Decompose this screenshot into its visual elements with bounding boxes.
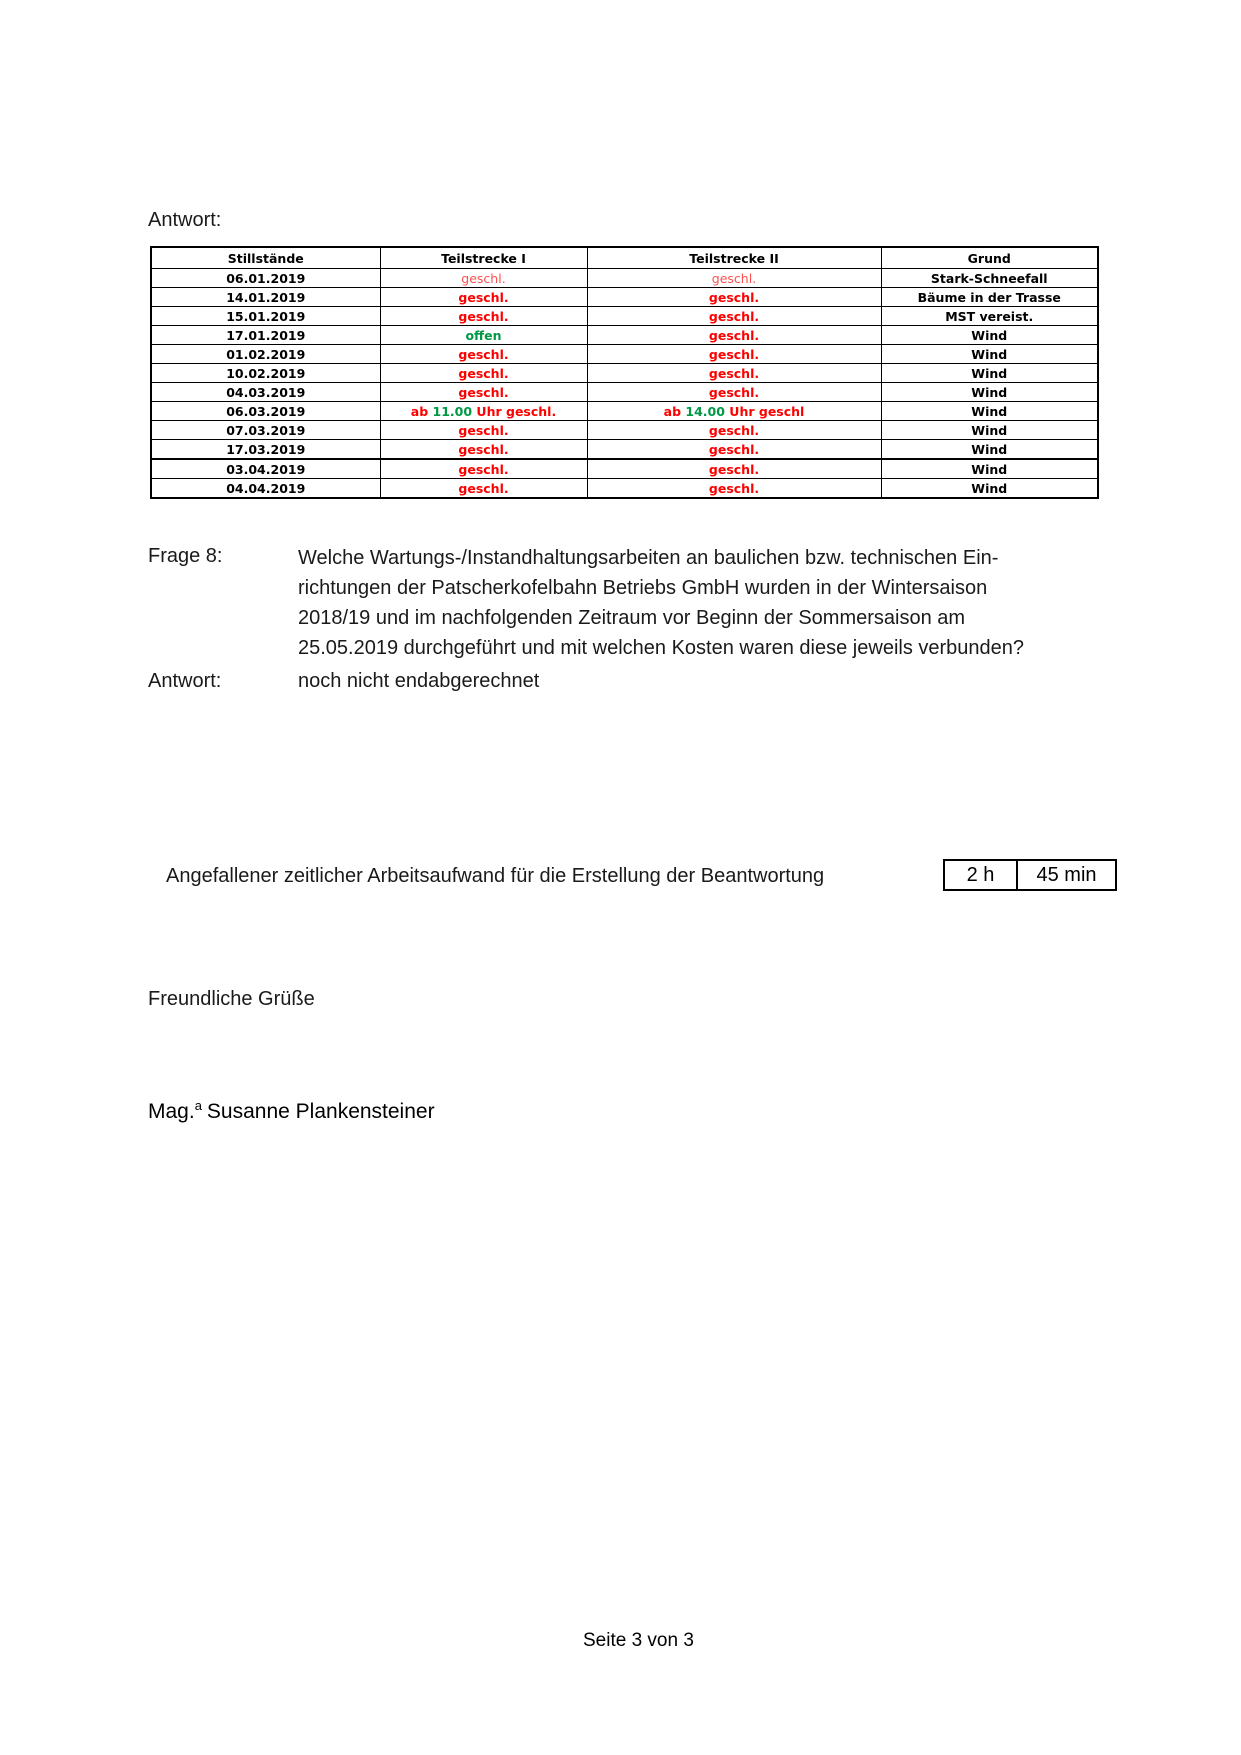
status-text: Uhr geschl	[724, 403, 805, 419]
stillstand-date-cell: 06.01.2019	[151, 269, 380, 288]
status-text: geschl.	[708, 289, 760, 305]
teilstrecke1-cell	[380, 288, 587, 307]
status-text: Uhr geschl.	[472, 403, 557, 419]
grund-cell: Wind	[881, 440, 1098, 460]
status-text: geschl.	[458, 346, 509, 362]
teilstrecke2-cell	[587, 440, 881, 460]
status-text: geschl.	[708, 480, 760, 496]
grund-cell: Wind	[881, 421, 1098, 440]
question-line: richtungen der Patscherkofelbahn Betriebs GmbH wurden in der Wintersaison	[298, 577, 988, 599]
status-text: geschl.	[458, 422, 509, 438]
teilstrecke1-cell	[380, 459, 587, 479]
table-row	[151, 402, 1098, 421]
teilstrecke2-cell	[587, 307, 881, 326]
grund-cell: Wind	[881, 383, 1098, 402]
stillstand-date-cell: 06.03.2019	[151, 402, 380, 421]
status-text: 14.00	[685, 403, 725, 419]
status-text: geschl.	[458, 384, 509, 400]
effort-hours-value: 2 h	[966, 864, 995, 886]
table-row	[151, 326, 1098, 345]
teilstrecke1-cell	[380, 440, 587, 460]
column-header: Teilstrecke II	[587, 247, 881, 269]
status-text: ab	[663, 403, 686, 419]
signature-title: Mag.	[148, 1100, 195, 1123]
question-label: Frage 8:	[148, 545, 223, 567]
effort-minutes-value: 45 min	[1016, 861, 1115, 889]
table-row	[151, 421, 1098, 440]
table-row	[151, 440, 1098, 460]
status-text: offen	[465, 327, 502, 343]
teilstrecke1-cell	[380, 402, 587, 421]
table-row	[151, 459, 1098, 479]
teilstrecke2-cell	[587, 383, 881, 402]
effort-statement: Angefallener zeitlicher Arbeitsaufwand für die Erstellung der Beantwortung	[166, 865, 825, 887]
stillstand-date-cell: 04.04.2019	[151, 479, 380, 499]
grund-cell: Wind	[881, 364, 1098, 383]
stillstand-table-body	[151, 269, 1098, 499]
status-text: geschl.	[458, 308, 509, 324]
teilstrecke2-cell	[587, 479, 881, 499]
table-row	[151, 364, 1098, 383]
effort-time-box	[943, 859, 1117, 891]
status-text: geschl.	[708, 365, 760, 381]
teilstrecke1-cell	[380, 383, 587, 402]
status-text: geschl.	[458, 461, 509, 477]
signature-title-superscript: a	[194, 1098, 202, 1113]
grund-cell: Wind	[881, 459, 1098, 479]
answer-label: Antwort:	[148, 670, 222, 692]
question-line: Welche Wartungs-/Instandhaltungsarbeiten an baulichen bzw. technischen Ein-	[298, 547, 999, 569]
status-text: geschl.	[708, 327, 760, 343]
table-row	[151, 383, 1098, 402]
closing-greeting: Freundliche Grüße	[148, 988, 315, 1010]
teilstrecke1-cell	[380, 326, 587, 345]
stillstand-date-cell: 15.01.2019	[151, 307, 380, 326]
page-number: Seite 3 von 3	[583, 1630, 694, 1651]
status-text: ab	[410, 403, 433, 419]
teilstrecke1-cell	[380, 479, 587, 499]
grund-cell: Wind	[881, 402, 1098, 421]
teilstrecke1-cell	[380, 269, 587, 288]
teilstrecke2-cell	[587, 459, 881, 479]
status-text: geschl.	[708, 441, 760, 457]
table-row	[151, 345, 1098, 364]
teilstrecke1-cell	[380, 421, 587, 440]
table-row	[151, 307, 1098, 326]
status-text: 11.00	[432, 403, 473, 419]
teilstrecke2-cell	[587, 288, 881, 307]
grund-cell: Wind	[881, 326, 1098, 345]
status-text: geschl.	[458, 480, 509, 496]
teilstrecke2-cell	[587, 421, 881, 440]
status-text: geschl.	[458, 441, 509, 457]
grund-cell: Bäume in der Trasse	[881, 288, 1098, 307]
column-header: Stillstände	[151, 247, 380, 269]
stillstand-date-cell: 14.01.2019	[151, 288, 380, 307]
column-header: Grund	[881, 247, 1098, 269]
teilstrecke2-cell	[587, 269, 881, 288]
status-text: geschl.	[458, 289, 509, 305]
status-text: geschl.	[708, 384, 760, 400]
stillstand-date-cell: 17.03.2019	[151, 440, 380, 460]
question-text	[298, 543, 1038, 663]
status-text: geschl.	[708, 422, 760, 438]
teilstrecke2-cell	[587, 364, 881, 383]
grund-cell: MST vereist.	[881, 307, 1098, 326]
stillstand-date-cell: 07.03.2019	[151, 421, 380, 440]
table-header-row	[151, 247, 1098, 269]
stillstand-table	[150, 246, 1099, 499]
teilstrecke2-cell	[587, 345, 881, 364]
status-text: geschl.	[711, 270, 757, 286]
question-line: 25.05.2019 durchgeführt und mit welchen Kosten waren diese jeweils verbunden?	[298, 637, 1025, 659]
teilstrecke1-cell	[380, 364, 587, 383]
stillstand-date-cell: 17.01.2019	[151, 326, 380, 345]
column-header: Teilstrecke I	[380, 247, 587, 269]
stillstand-date-cell: 04.03.2019	[151, 383, 380, 402]
table-row	[151, 288, 1098, 307]
question-line: 2018/19 und im nachfolgenden Zeitraum vor Beginn der Sommersaison am	[298, 607, 966, 629]
signature-line	[148, 1098, 435, 1124]
stillstand-date-cell: 01.02.2019	[151, 345, 380, 364]
status-text: geschl.	[708, 346, 760, 362]
status-text: geschl.	[458, 365, 509, 381]
table-row	[151, 479, 1098, 499]
grund-cell: Wind	[881, 345, 1098, 364]
teilstrecke1-cell	[380, 307, 587, 326]
teilstrecke2-cell	[587, 326, 881, 345]
grund-cell: Stark-Schneefall	[881, 269, 1098, 288]
stillstand-date-cell: 10.02.2019	[151, 364, 380, 383]
stillstand-table-header	[151, 247, 1098, 269]
signature-name: Susanne Plankensteiner	[206, 1100, 435, 1123]
table-row	[151, 269, 1098, 288]
grund-cell: Wind	[881, 479, 1098, 499]
answer-text: noch nicht endabgerechnet	[298, 670, 540, 692]
status-text: geschl.	[708, 461, 760, 477]
stillstand-date-cell: 03.04.2019	[151, 459, 380, 479]
teilstrecke2-cell	[587, 402, 881, 421]
answer-label-top: Antwort:	[148, 209, 222, 231]
status-text: geschl.	[708, 308, 760, 324]
status-text: geschl.	[461, 270, 506, 286]
teilstrecke1-cell	[380, 345, 587, 364]
